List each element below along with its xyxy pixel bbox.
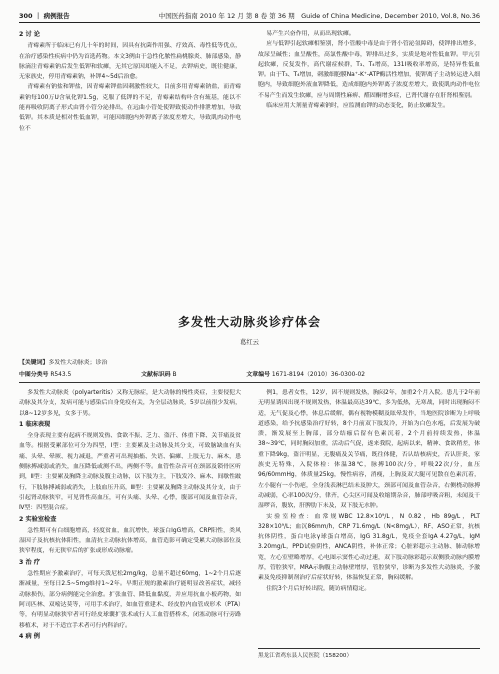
discussion-column-right <box>258 29 480 111</box>
classification-line <box>19 369 479 378</box>
body-paragraph: 全身表现主要有起病不规则发热、食欲不振、乏力、盗汗、体重下降、关节痛及贫血等。根据受累部位可分为四型，Ⅰ型：主要累及主动脉及其分支，可致脑缺血有头痛、头晕、晕厥、视力减退，严重者可出现抽搐、失语、偏瘫、上肢无力、麻木，患侧脉搏减弱或消失，血压降低或测不出，两侧不等。血管性杂音可在颈部及锁骨区听到，Ⅱ型：主要累及胸降主动脉及腹主动脉，以下肢为主，下肢发冷、麻木、间歇性跛行，下肢脉搏减弱或消失，上肢血压升高，Ⅲ型：主要累及胸降主动脉及其分支，由于引起肾动脉狭窄，可见肾性高血压，可有头痛、头晕、心悸，腹部可闻及血管杂音，Ⅳ型：四型混合症。 <box>19 433 242 512</box>
page-section-label: 300 ｜ 病例报告 <box>19 12 70 20</box>
body-paragraph: 急性期可有白细胞增高，轻度贫血，血沉增快，球蛋白IgG增高，CRP阳性，类风湿因子及抗核抗体阳性，血清抗主动脉抗体增高，血管造影可确定受累大动脉部位及狭窄程度，有无狭窄后的扩张或形成动脉瘤。 <box>19 527 241 555</box>
section-heading: 2 实验室检查 <box>19 515 57 523</box>
body-paragraph: 多发性大动脉炎（polyarteritis）又称无脉症，是大动脉的慢性炎症，主要侵犯大动脉及其分支，发病可能与感染后自身免疫有关，为全层动脉炎，5岁以前很少发病，以8~12岁多见，女多于男。 <box>19 390 241 417</box>
discussion-paragraph: 应与低钾引起软瘫相鉴别，肾小管酸中毒是由于肾小管泌氢障碍，使钾排出增多，故尿呈碱性；血呈酸性，高氯性酸中毒，钾排出过多，实质是地对性低血钾。甲亢引起软瘫，反复发作，高代谢症候群，T₃、T₄增高，131I吸收率增高，是特异性低血钾。由于T₃、T₄增加，刺激细胞膜Na⁺-K⁺-ATP酶活性增加，使钾离子主动转运进入细胞内，导致细胞外液血钾降低，造成细胞内外钾离子浓度差增大，致使肌肉动作电位不易产生而发生软瘫，应与周期性麻痹、醛固酮增多症，已肾代谢存在肝肾相鉴别。 <box>258 41 480 99</box>
discussion-paragraph: 易产生兴奋作用，从而出现软瘫。 <box>266 31 355 37</box>
case-paragraph: 例1，患者女性，12岁，因不规则发热，胸闷2年，加重2个月入院。患儿于2年前无明显诱因出现不规则发热，体温最高达39℃，多为低热，无寒战，同时出现胸闷不适，无气促及心悸，体息后缓解，偶有视物模糊及眩晕发作，当地医院诊断为上呼吸道感染，给予抗感染治疗好转，8个月前双下肢发冷，开始为白色水疱，后发展为破溃，渐发展至上胸部，部分结痂后留有色素沉着，2个月前持续发热，体温38~39℃，同时胸闷加重，活动后气促，遂来我院，起病以来，精神、食欲稍差，体重下降9kg，盗汗明显，无腹痛及关节痛，既往体健，否认结核病史，否认肝炎，家族史无特殊，入院体检：体温38℃，脉搏100次/分，呼吸22次/分，血压96/60mmHg，体质量25kg，慢性病容，消瘦，上胸及双大腿可见散在色素沉着，左小腿有一小伤疤，全身浅表淋巴结未及肿大，颈部可闻及血管杂音，右侧桡动脉搏动减弱，心率100次/分，律齐，心尖区可闻及收缩期杂音，肺部呼吸音粗，未闻及干湿啰音，腹软，肝脾肋下未及，双下肢无水肿。 <box>258 390 480 510</box>
abstract-rule <box>19 382 480 383</box>
clc-label: 中图分类号 <box>19 372 49 378</box>
article-column-right <box>258 388 480 594</box>
body-paragraph: 急性期应予激素治疗，可每天泼尼松2mg/kg，总量不超过60mg，1~2个月后逐渐减量，至每日2.5~5mg维持1~2年。早期正规的激素治疗能明显改善症状，减轻动脉损伤，部分病例能完全治愈。扩张血管、降低血黏度，并应用抗血小板药物，如阿司匹林、双嘧达莫等，可用手术治疗，如血管重建术、经皮腔内血管成形术（PTA）等，有明显动脉狭窄者可行经皮球囊扩张术或行人工血管搭桥术，闭塞动脉可行旁路移植术，对于不适宜手术者可行内科治疗。 <box>19 571 241 629</box>
clc-value: R543.5 <box>50 372 72 378</box>
article-no-label: 文章编号 <box>246 372 270 378</box>
section-heading: 3 治 疗 <box>19 558 40 566</box>
article-author: 葛红云 <box>240 339 259 346</box>
keywords-text: 多发性大动脉炎；诊治 <box>48 360 108 366</box>
case-paragraph: 住院3个月后好转出院，随访病情稳定。 <box>266 585 371 592</box>
header-rule <box>19 22 480 23</box>
section-heading: 4 病 例 <box>19 632 40 640</box>
discussion-heading: 2 讨 论 <box>19 31 40 38</box>
discussion-paragraph: 临床应用大剂量青霉素钠时，应监测血钾的动态变化，防止软瘫发生。 <box>266 103 449 110</box>
doc-code-label: 文献标识码 <box>141 372 171 378</box>
discussion-paragraph: 青霉素有钠盐和钾盐，因青霉素钾盐因刺激性较大，目前多用青霉素钠盐，而青霉素钠每100万U含氧化钾1.5g，克服了低钾的不足，青霉素结构卟含有巯基，能以不能再吸收阴离子形式由肾小管分泌排出，在远曲小管处使钾致使动作排泄增加，导致低钾。其本质是相对性低血钾，可能因细胞内外钾离子浓度差增大，导致肌肉动作电位不 <box>19 84 241 132</box>
keywords-label: 【关键词】 <box>19 360 49 366</box>
article-no-field <box>246 372 399 378</box>
doc-code-value: B <box>172 372 177 378</box>
case-paragraph: 实验室检查：血常规WBC 12.8×10⁹/L，N 0.82，Hb 89g/L，PLT 328×10⁹/L；血沉86mm/h，CRP 71.6mg/L（N<8mg/L），RF、ASO正常，抗核抗体阴性，蛋白电泳γ球蛋白增高，IgG 31.8g/L，免疫全套IgA 4.27g/L，IgM 3.20mg/L，PPD试验阴性，ANCA阴性，补体正常；心脏彩超示主动脉、肺动脉增宽，左心室壁略增厚，心电图示窦性心动过速，双下肢动脉彩超示双侧股动脉内膜增厚，管腔狭窄，MRA示胸腹主动脉壁增厚，管腔狭窄，诊断为多发性大动脉炎，予激素及免疫抑制剂治疗后症状好转，体温恢复正常，胸闷缓解。 <box>258 513 480 582</box>
article-column-left <box>19 388 241 643</box>
journal-citation: 中国医药指南 2010 年 12 月 第 8 卷 第 36 期 Guide of China Medicine, December 2010, Vol.8, No.36 <box>158 12 480 20</box>
clc-field <box>19 372 105 378</box>
discussion-column-left <box>19 29 241 134</box>
article-title: 多发性大动脉炎诊疗体会 <box>177 315 321 329</box>
discussion-paragraph: 青霉素所于临床已有几十年的时间，因具有抗菌作用强、疗效高、毒性低等优点，在治疗感染性疾病中仍为首选药物。本文3例由于急性化脓性扁桃腺炎、肺部感染，静脉滴注青霉素钠后发生低钾和软瘫，无其它原因却能入不足，去钾病史，既往健康，无家族史，停用青霉素钠，补钾4~5d后治愈。 <box>19 43 241 81</box>
section-heading: 1 临床表现 <box>19 420 51 428</box>
author-affiliation: 黑龙江省鸡东县人民医院（158200） <box>258 648 480 659</box>
keywords-line <box>19 357 479 366</box>
running-header <box>19 9 480 21</box>
article-no-value: 1671-8194（2010）36-0300-02 <box>271 372 365 378</box>
doc-code-field <box>141 372 210 378</box>
